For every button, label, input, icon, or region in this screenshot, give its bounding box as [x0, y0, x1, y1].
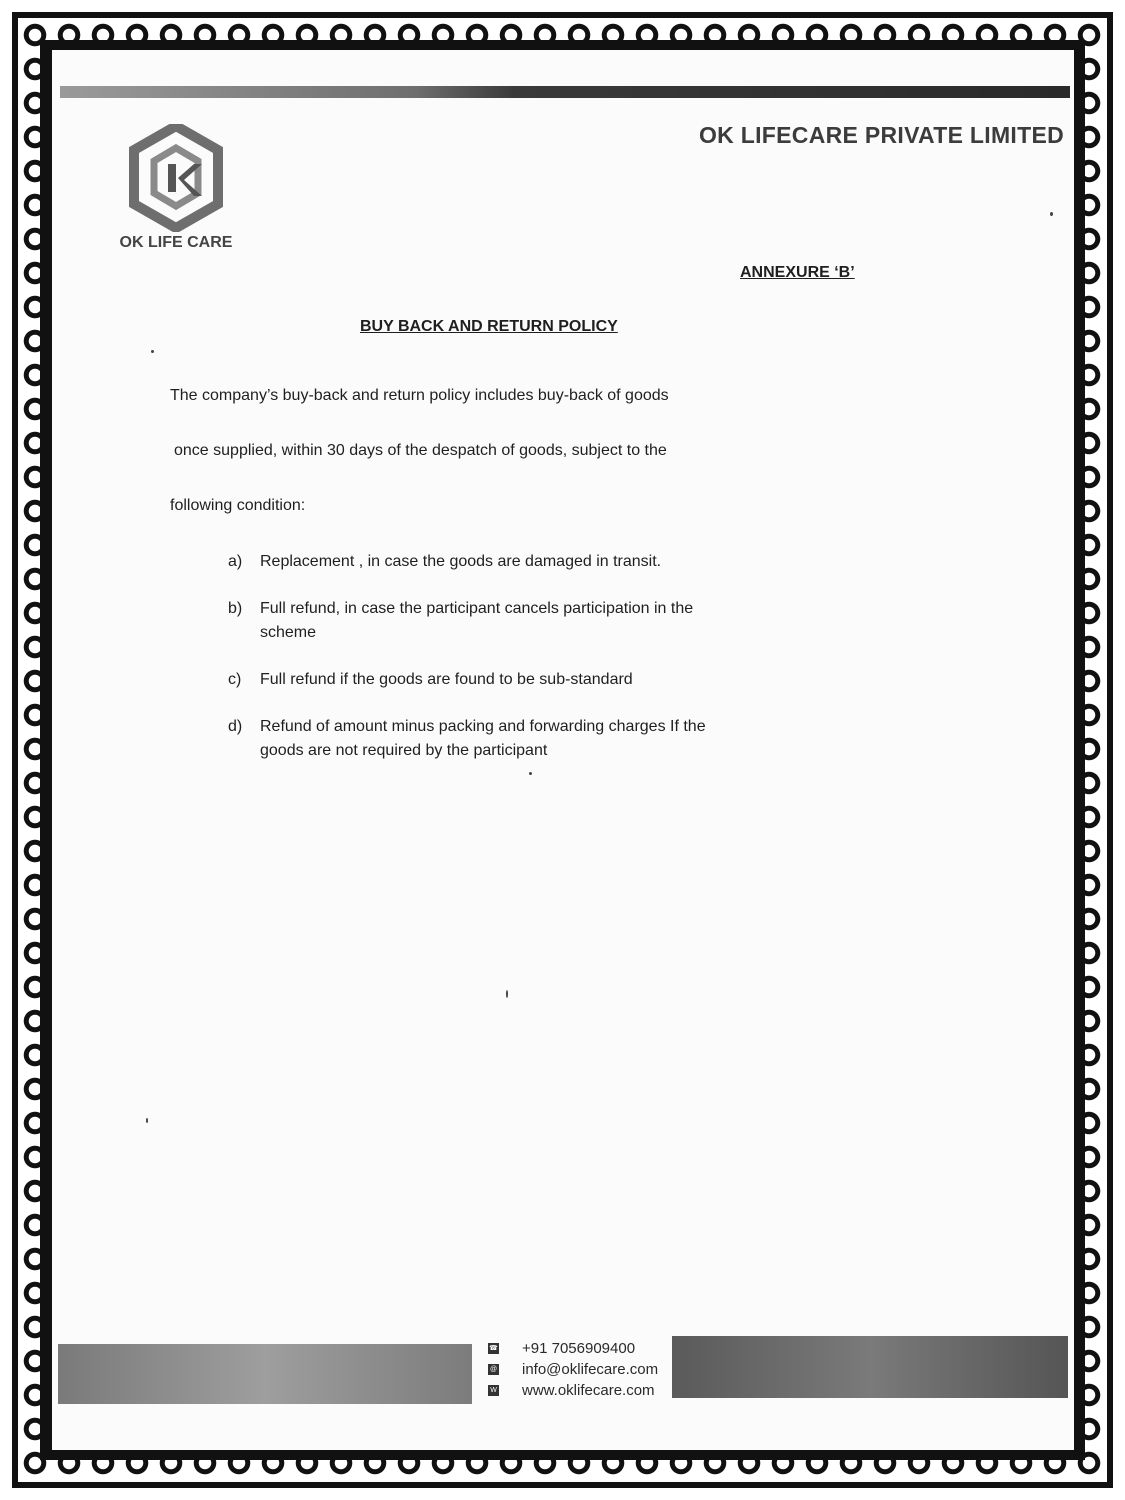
condition-item [228, 668, 748, 692]
annexure-label: ANNEXURE ‘B’ [740, 264, 855, 281]
condition-text: Full refund, in case the participant cancels participation in the scheme [260, 600, 694, 641]
condition-marker: d) [228, 718, 243, 735]
phone-number: +91 7056909400 [522, 1340, 636, 1357]
logo-mark-icon [116, 124, 236, 232]
email-address[interactable]: info@oklifecare.com [522, 1361, 659, 1378]
condition-marker: a) [228, 553, 243, 570]
condition-item [228, 597, 748, 645]
footer-contacts [488, 1338, 658, 1401]
phone-icon: ☎ [489, 1345, 498, 1352]
document-page [52, 50, 1074, 1450]
company-name: OK LIFECARE PRIVATE LIMITED [698, 122, 1064, 148]
scan-speck [146, 1118, 148, 1123]
contact-phone [488, 1338, 658, 1359]
contact-website [488, 1380, 658, 1401]
condition-marker: b) [228, 600, 243, 617]
scan-speck [1050, 212, 1053, 216]
condition-item [228, 715, 748, 763]
scan-speck [151, 350, 154, 353]
contact-email [488, 1359, 658, 1380]
logo-text: OK LIFE CARE [119, 234, 233, 251]
condition-marker: c) [228, 671, 242, 688]
condition-item [228, 550, 748, 574]
intro-line: following condition: [170, 497, 306, 514]
footer-bar-left [58, 1344, 472, 1404]
conditions-list [228, 550, 748, 786]
website-icon: W [488, 1385, 499, 1396]
website-url[interactable]: www.oklifecare.com [522, 1382, 655, 1399]
intro-line: The company’s buy-back and return policy includes buy-back of goods [170, 387, 669, 404]
company-logo [116, 124, 236, 264]
condition-text: Full refund if the goods are found to be sub-standard [260, 671, 633, 688]
header-bar [60, 86, 1070, 98]
condition-text: Refund of amount minus packing and forwarding charges If the goods are not required by the participant [260, 718, 706, 759]
policy-intro [170, 368, 750, 533]
footer-bar-right [672, 1336, 1068, 1398]
email-icon: @ [489, 1366, 498, 1373]
scan-speck [529, 772, 532, 775]
policy-title: BUY BACK AND RETURN POLICY [360, 318, 618, 335]
intro-line: once supplied, within 30 days of the despatch of goods, subject to the [174, 442, 667, 459]
scan-speck [506, 990, 508, 998]
condition-text: Replacement , in case the goods are damaged in transit. [260, 553, 662, 570]
